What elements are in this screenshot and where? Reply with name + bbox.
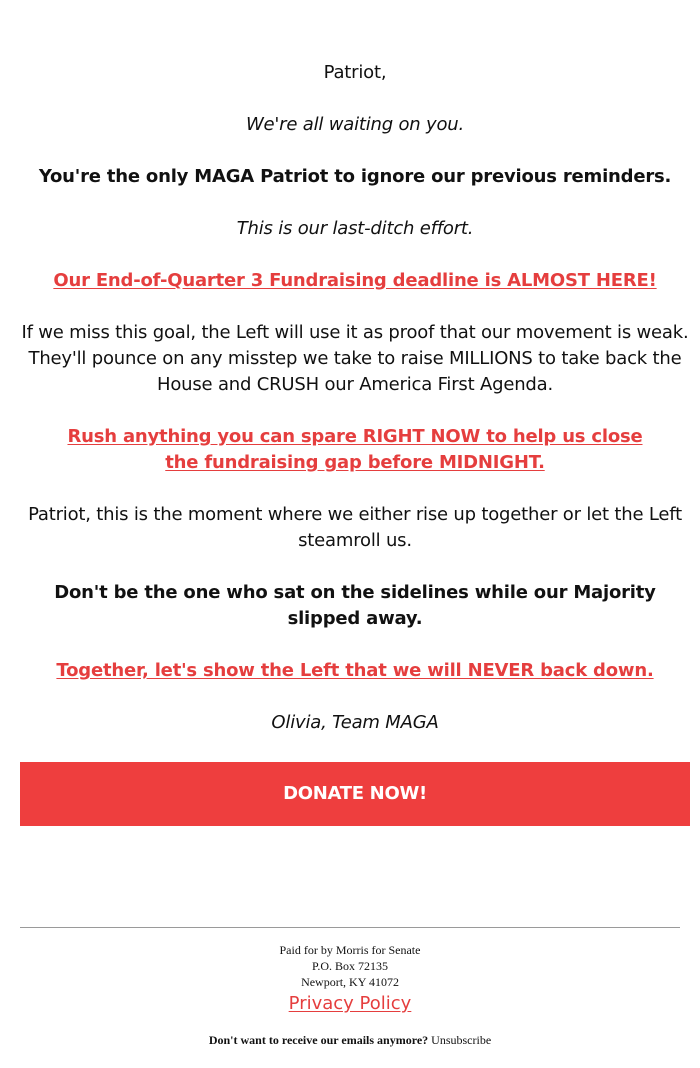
ignore-reminders-line: You're the only MAGA Patriot to ignore our previous reminders. xyxy=(38,166,672,187)
paid-for-disclaimer: Paid for by Morris for Senate xyxy=(279,943,421,957)
signature: Olivia, Team MAGA xyxy=(271,712,439,733)
privacy-policy-link[interactable]: Privacy Policy xyxy=(288,993,412,1014)
miss-goal-paragraph: If we miss this goal, the Left will use it as proof that our movement is weak. They'll pounce on any misstep we take to raise MILLIONS to take back the House and CRUSH our America First Agenda. xyxy=(21,322,689,395)
unsubscribe-question: Don't want to receive our emails anymore? xyxy=(208,1033,429,1047)
together-paragraph xyxy=(20,658,690,684)
address-line-1: P.O. Box 72135 xyxy=(311,959,388,973)
deadline-link[interactable]: Our End-of-Quarter 3 Fundraising deadline is ALMOST HERE! xyxy=(53,270,657,291)
rush-link[interactable]: Rush anything you can spare RIGHT NOW to help us close the fundraising gap before MIDNIGHT. xyxy=(67,426,643,473)
unsubscribe-link[interactable]: Unsubscribe xyxy=(431,1033,492,1047)
greeting: Patriot, xyxy=(323,62,387,83)
unsubscribe-line xyxy=(20,1032,680,1048)
rush-paragraph xyxy=(60,424,650,476)
footer-divider xyxy=(20,927,680,928)
last-ditch-line: This is our last-ditch effort. xyxy=(236,218,474,239)
donate-button[interactable]: DONATE NOW! xyxy=(20,762,690,826)
deadline-paragraph xyxy=(20,268,690,294)
address-line-2: Newport, KY 41072 xyxy=(301,975,399,989)
together-link[interactable]: Together, let's show the Left that we will NEVER back down. xyxy=(56,660,654,681)
waiting-line: We're all waiting on you. xyxy=(245,114,465,135)
sidelines-paragraph: Don't be the one who sat on the sidelines while our Majority slipped away. xyxy=(54,582,656,629)
moment-paragraph: Patriot, this is the moment where we either rise up together or let the Left steamroll us. xyxy=(28,504,682,551)
